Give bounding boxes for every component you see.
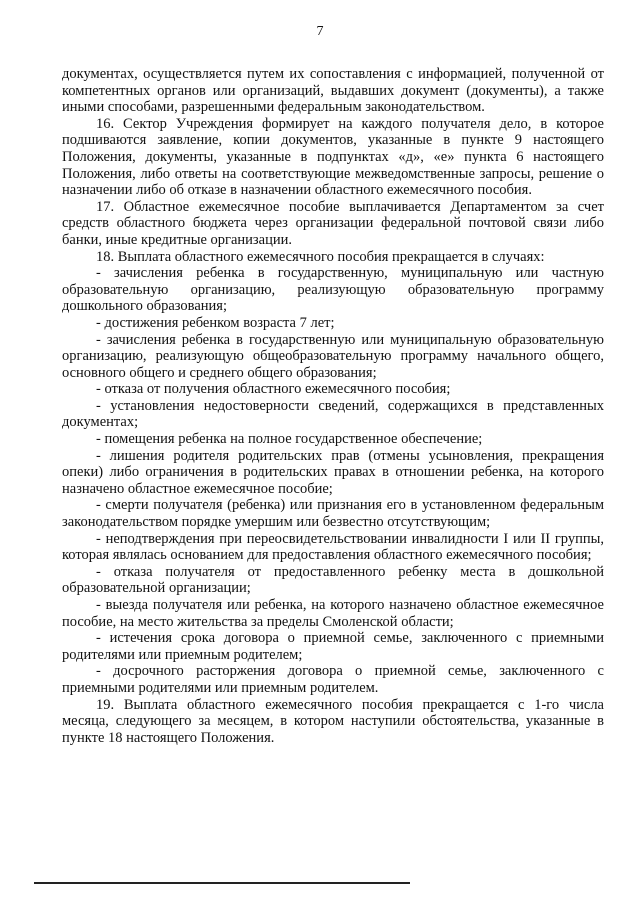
list-item: - лишения родителя родительских прав (отмены усыновления, прекращения опеки) либо ограничения в родительских правах в отношении ребенка, на которого назначено областное ежемесячное пособие; (62, 447, 604, 497)
paragraph-17: 17. Областное ежемесячное пособие выплачивается Департаментом за счет средств областного бюджета через организации федеральной почтовой связи либо банки, иные кредитные организации. (62, 198, 604, 248)
document-body (62, 66, 604, 746)
list-item: - установления недостоверности сведений, содержащихся в представленных документах; (62, 397, 604, 431)
list-item: - досрочного расторжения договора о приемной семье, заключенного с приемными родителями или приемным родителем. (62, 663, 604, 696)
list-item: - неподтверждения при переосвидетельствовании инвалидности I или II группы, которая являлась основанием для предоставления областного ежемесячного пособия; (62, 530, 604, 564)
list-item: - зачисления ребенка в государственную или муниципальную образовательную организацию, реализующую общеобразовательную программу начального общего, основного общего и среднего общего образования; (62, 331, 604, 381)
list-item: - смерти получателя (ребенка) или признания его в установленном федеральным законодательством порядке умершим или безвестно отсутствующим; (62, 497, 604, 531)
list-item: - зачисления ребенка в государственную, муниципальную или частную образовательную организацию, реализующую образовательную программу дошкольного образования; (62, 265, 604, 315)
list-item: - выезда получателя или ребенка, на которого назначено областное ежемесячное пособие, на место жительства за пределы Смоленской области; (62, 597, 604, 630)
list-item: - помещения ребенка на полное государственное обеспечение; (96, 431, 483, 448)
paragraph-18: 18. Выплата областного ежемесячного пособия прекращается в случаях: (96, 248, 545, 265)
paragraph-19: 19. Выплата областного ежемесячного пособия прекращается с 1-го числа месяца, следующего за месяцем, в котором наступили обстоятельства, указанные в пункте 18 настоящего Положения. (62, 696, 604, 746)
footer-rule (34, 882, 410, 884)
paragraph-16: 16. Сектор Учреждения формирует на каждого получателя дело, в которое подшиваются заявление, копии документов, указанные в пункте 9 настоящего Положения, документы, указанные в подпунктах «д», «е» пункта 6 настоящего Положения, либо ответы на соответствующие межведомственные запросы, решение о назначении либо об отказе в назначении областного ежемесячного пособия. (62, 115, 604, 199)
list-item: - отказа получателя от предоставленного ребенку места в дошкольной образовательной организации; (62, 563, 604, 597)
list-item: - истечения срока договора о приемной семье, заключенного с приемными родителями или приемным родителем; (62, 630, 604, 663)
list-item: - отказа от получения областного ежемесячного пособия; (96, 381, 451, 398)
page-number: 7 (316, 24, 324, 39)
paragraph-continuation: документах, осуществляется путем их сопоставления с информацией, полученной от компетентных органов или организаций, выдавших документ (документы), а также иными способами, разрешенными федеральным законодательством. (62, 66, 604, 116)
list-item: - достижения ребенком возраста 7 лет; (96, 314, 335, 331)
